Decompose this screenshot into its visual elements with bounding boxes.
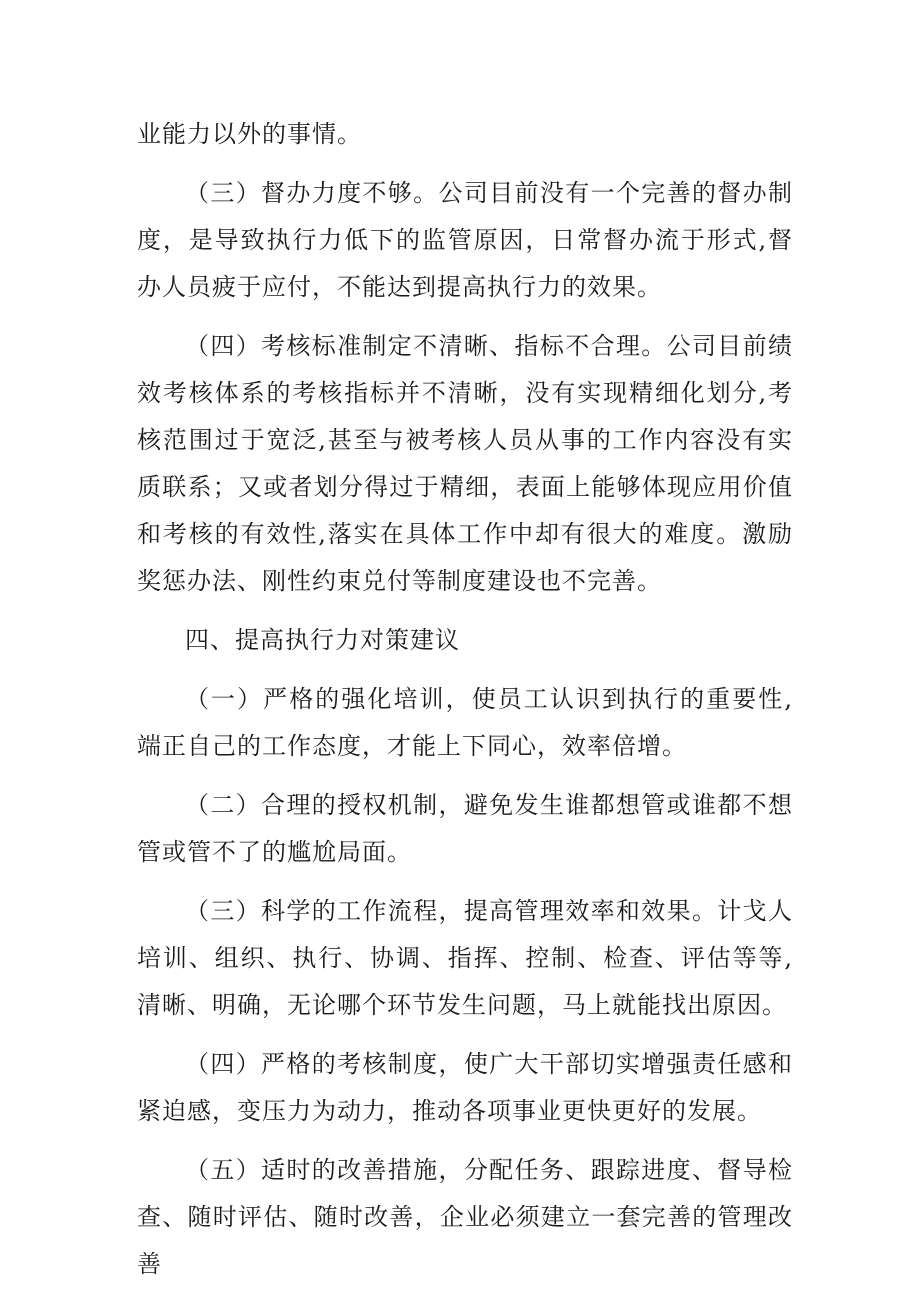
- paragraph-recommendation-3: （三）科学的工作流程，提高管理效率和效果。计戈人培训、组织、执行、协调、指挥、控制、检查、评估等等,清晰、明确，无论哪个环节发生问题，马上就能找出原因。: [137, 897, 793, 1019]
- paragraph-recommendation-1: （一）严格的强化培训，使员工认识到执行的重要性,端正自己的工作态度，才能上下同心，效率倍增。: [137, 685, 793, 760]
- paragraph-recommendation-4: （四）严格的考核制度，使广大干部切实增强责任感和紧迫感，变压力为动力，推动各项事业更快更好的发展。: [137, 1050, 793, 1125]
- section-heading-recommendations: 四、提高执行力对策建议: [185, 626, 460, 654]
- paragraph-recommendation-5: （五）适时的改善措施，分配任务、跟踪进度、督导检查、随时评估、随时改善，企业必须建立一套完善的管理改善: [137, 1156, 793, 1278]
- paragraph-supervision-issue: （三）督办力度不够。公司目前没有一个完善的督办制度，是导致执行力低下的监管原因，日常督办流于形式,督办人员疲于应付，不能达到提高执行力的效果。: [137, 179, 793, 301]
- document-body: [137, 111, 793, 1300]
- paragraph-assessment-issue: （四）考核标准制定不清晰、指标不合理。公司目前绩效考核体系的考核指标并不清晰，没有实现精细化划分,考核范围过于宽泛,甚至与被考核人员从事的工作内容没有实质联系；又或者划分得过于精细，表面上能够体现应用价值和考核的有效性,落实在具体工作中却有很大的难度。激励奖惩办法、刚性约束兑付等制度建设也不完善。: [137, 332, 793, 595]
- paragraph-continuation: 业能力以外的事情。: [137, 120, 362, 148]
- paragraph-recommendation-2: （二）合理的授权机制，避免发生谁都想管或谁都不想管或管不了的尴尬局面。: [137, 791, 793, 866]
